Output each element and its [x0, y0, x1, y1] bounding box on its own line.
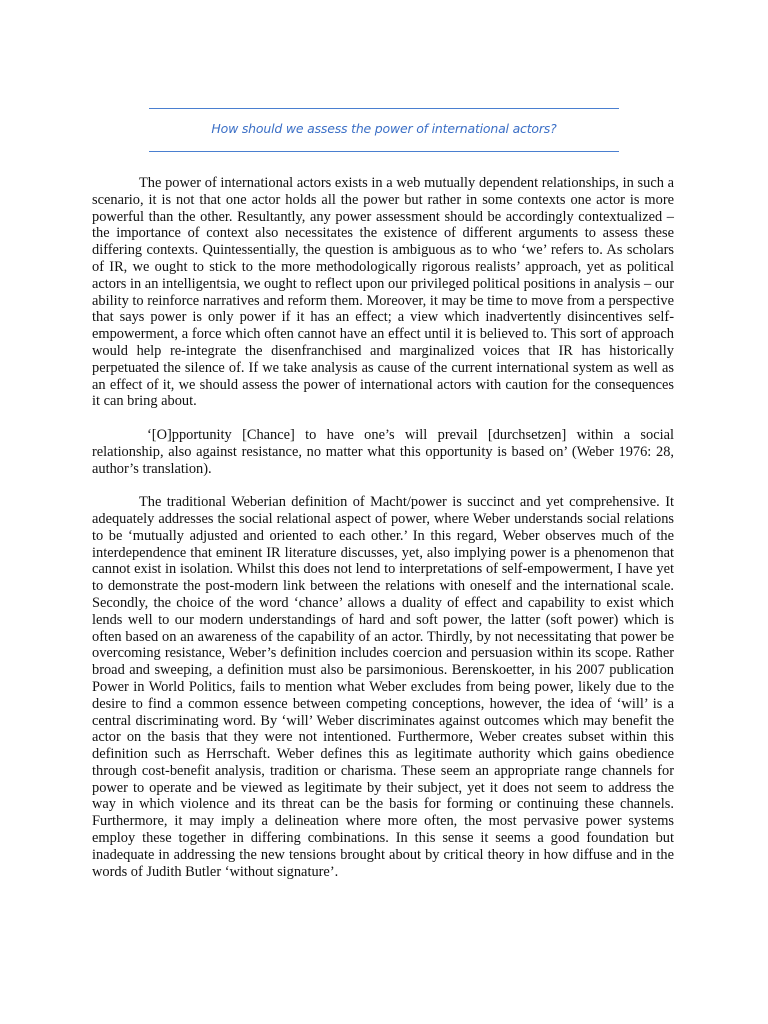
body-paragraph-weberian-definition: The traditional Weberian definition of Macht/power is succinct and yet comprehensive. It adequately addresses the social relational aspect of power, where Weber understands social relations to be ‘mutually adjusted and oriented to each other.’ In this regard, Weber observes much of the interdependence that eminent IR literature discusses, yet, also implying power is a phenomenon that cannot exist in isolation. Whilst this does not lend to interpretations of self-empowerment, I have yet to demonstrate the post-modern link between the relations with oneself and the international scale. Secondly, the choice of the word ‘chance’ allows a duality of effect and capability to exist which lends well to our modern understandings of hard and soft power, the latter (soft power) which is often based on an awareness of the capability of an actor. Thirdly, by not necessitating that power be overcoming resistance, Weber’s definition includes coercion and persuasion within its scope. Rather broad and sweeping, a definition must also be parsimonious. Berenskoetter, in his 2007 publication Power in World Politics, fails to mention what Weber excludes from being power, likely due to the desire to find a common essence between competing conceptions, however, the idea of ‘will’ is a central discriminating word. By ‘will’ Weber discriminates against outcomes which may benefit the actor on the basis that they were not intentioned. Furthermore, Weber creates subset within this definition such as Herrschaft. Weber defines this as legitimate authority which gains obedience through cost-benefit analysis, tradition or charisma. These seem an appropriate range channels for power to operate and be viewed as legitimate by their subject, yet it does not seem to address the way in which violence and its threat can be the basis for forming or continuing these channels. Furthermore, it may imply a delineation where more often, the most pervasive power systems employ these together in differing combinations. In this sense it seems a good foundation but inadequate in addressing the new tensions brought about by critical theory in how diffuse and in the words of Judith Butler ‘without signature’. [92, 494, 674, 880]
body-paragraph-intro: The power of international actors exists in a web mutually dependent relationships, in such a scenario, it is not that one actor holds all the power but rather in some contexts one actor is more powerful than the other. Resultantly, any power assessment should be accordingly contextualized – the importance of context also necessitates the existence of different arguments to assess these differing contexts. Quintessentially, the question is ambiguous as to who ‘we’ refers to. As scholars of IR, we ought to stick to the more methodologically rigorous realists’ approach, yet as political actors in an intelligentsia, we ought to reflect upon our privileged political positions in analysis – our ability to reinforce narratives and reform them. Moreover, it may be time to move from a perspective that says power is only power if it has an effect; a view which inadvertently disincentives self-empowerment, a force which often cannot have an effect until it is believed to. This sort of approach would help re-integrate the disenfranchised and marginalized voices that IR has historically perpetuated the silence of. If we take analysis as cause of the current international system as well as an effect of it, we should assess the power of international actors with caution for the consequences it can bring about. [92, 175, 674, 410]
weber-quote-paragraph: ‘[O]pportunity [Chance] to have one’s will prevail [durchsetzen] within a social relationship, also against resistance, no matter what this opportunity is based on’ (Weber 1976: 28, author’s translation). [92, 426, 674, 477]
document-body [92, 175, 674, 897]
title-top-rule [149, 108, 619, 109]
title-bottom-rule [149, 151, 619, 152]
document-title: How should we assess the power of international actors? [211, 121, 557, 136]
